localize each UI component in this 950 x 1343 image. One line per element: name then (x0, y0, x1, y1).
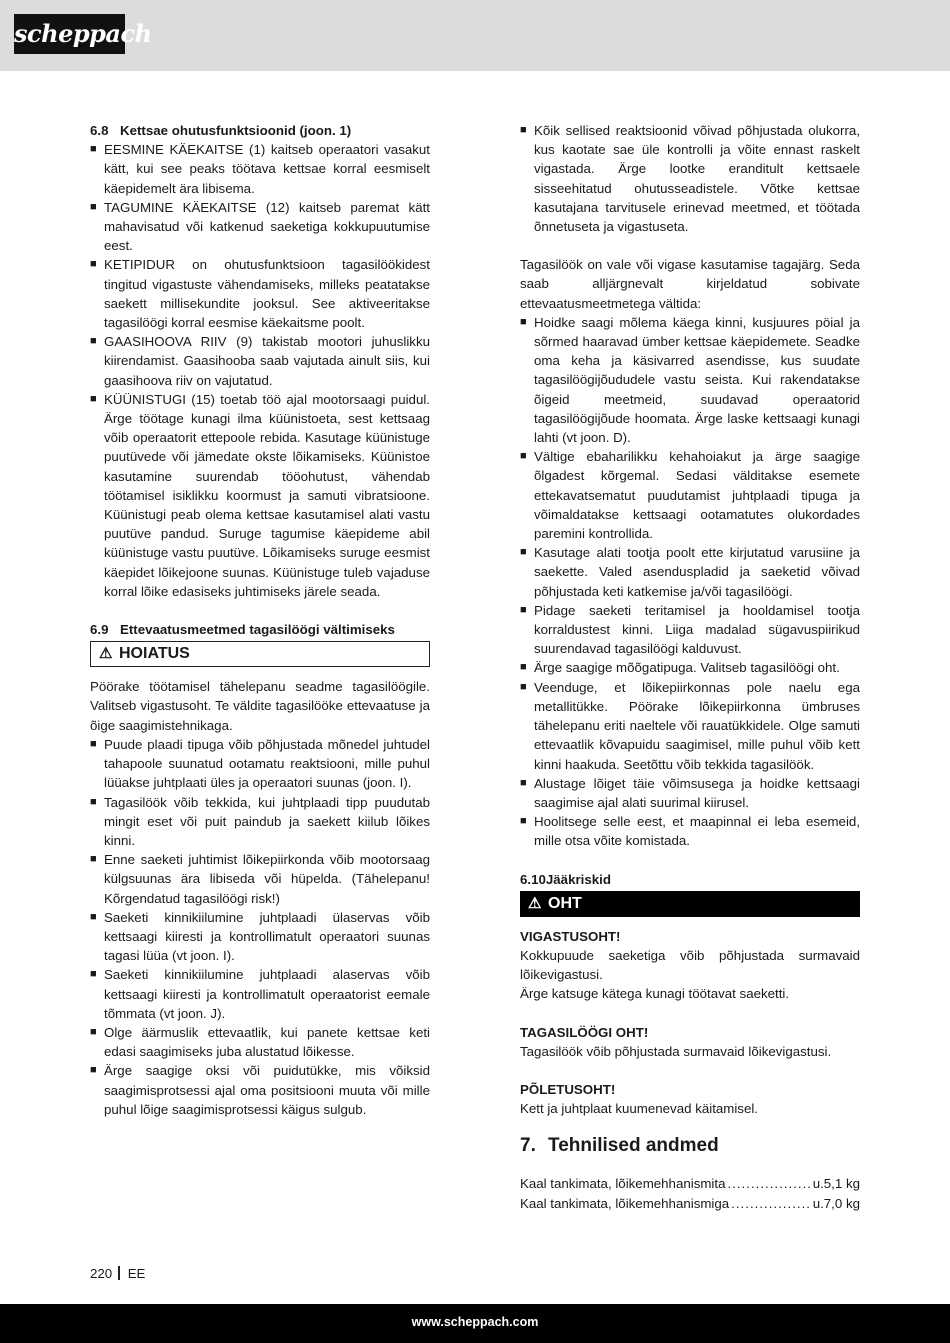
list-item: ■ Veenduge, et lõikepiirkonnas pole naelu ega metallitükke. Pöörake lõikepiirkonna ümbruses tähelepanu eriti naeltele või rauatükkidele. Olge samuti ettevaatlik kõvapuidu saagimisel, mille puhul võib kett kinni haakuda. Seetõttu võib tekkida tagasilöök. (520, 679, 860, 772)
risk-title: PÕLETUSOHT! (520, 1081, 616, 1097)
list-item: ■ Vältige ebaharilikku kehahoiakut ja ärge saagige õlgadest kõrgemal. Sedasi välditakse esemete ettekavatsematut puudutamist juhtplaadi tipuga ja võimaldatakse kettsaagi ootamatutes olukordades paremini kontrollida. (520, 449, 860, 542)
square-bullet-icon: ■ (90, 392, 97, 405)
risk-text: Tagasilöök võib põhjustada surmavaid lõikevigastusi. (520, 1043, 832, 1059)
risk-text: Kokkupuude saeketiga võib põhjustada surmavaid lõikevigastusi. (520, 947, 860, 983)
square-bullet-icon: ■ (90, 795, 97, 808)
square-bullet-icon: ■ (90, 910, 97, 923)
list-item: ■ Kõik sellised reaktsioonid võivad põhjustada olukorra, kus kaotate sae üle kontrolli ja võite ennast raskelt vigastada. Ärge lootke eranditult kettsaele sisseehitatud ohutusseadistele. Võtke kettsae kasutajana tarvitusele erinevad meetmed, et töötada õnnetuseta ja vigastuseta. (520, 123, 860, 235)
square-bullet-icon: ■ (90, 143, 97, 156)
square-bullet-icon: ■ (90, 1064, 97, 1077)
section-6-9-heading (90, 620, 430, 639)
section-title: Ettevaatusmeetmed tagasilöögi vältimiseks (120, 622, 395, 638)
divider (118, 1266, 120, 1280)
safety-features-list (90, 140, 430, 601)
square-bullet-icon: ■ (90, 853, 97, 866)
square-bullet-icon: ■ (520, 815, 527, 828)
warning-triangle-icon: ⚠ (528, 894, 542, 912)
spec-label: Kaal tankimata, lõikemehhanismiga (520, 1195, 730, 1211)
spec-value: u.7,0 kg (812, 1195, 860, 1211)
section-number: 7. (520, 1135, 536, 1157)
leader-dots (731, 1194, 811, 1213)
website-link[interactable]: www.scheppach.com (411, 1315, 539, 1329)
list-item: ■ TAGUMINE KÄEKAITSE (12) kaitseb paremat kätt mahavisatud või katkenud saeketiga kokkupuutumise eest. (90, 199, 430, 254)
section-number: 6.8 (90, 123, 109, 138)
square-bullet-icon: ■ (520, 680, 527, 693)
list-item: ■ Olge äärmuslik ettevaatlik, kui panete kettsae keti edasi saagimiseks juba alustatud lõikesse. (90, 1024, 430, 1060)
spec-label: Kaal tankimata, lõikemehhanismita (520, 1176, 726, 1192)
language-code: EE (127, 1266, 146, 1281)
list-item: ■ Saeketi kinnikiilumine juhtplaadi alaservas võib kettsaagi kiiresti ja kontrollimatult operaatorist eemale tõmmata (vt joon. J). (90, 967, 430, 1021)
list-item: ■ Ärge saagige oksi või puidutükke, mis võiksid saagimisprotsessi ajal oma positsiooni muuta või mille puhul lõige saagimisprotsessi käigus sulgub. (90, 1063, 430, 1117)
square-bullet-icon: ■ (520, 315, 527, 328)
kickback-list-continued (520, 121, 860, 236)
square-bullet-icon: ■ (90, 258, 97, 271)
list-item: ■ Hoolitsege selle eest, et maapinnal ei leba esemeid, mille otsa võite komistada. (520, 814, 860, 849)
page-footer-info (90, 1265, 145, 1283)
square-bullet-icon: ■ (520, 124, 527, 136)
section-number: 6.10 (520, 871, 546, 887)
kickback-consequence: Tagasilöök on vale või vigase kasutamise tagajärg. Seda saab alljärgnevalt kirjeldatud sobivate ettevaatusmeetmetega vältida: (520, 257, 860, 311)
section-6-8-heading (90, 121, 430, 140)
risk-injury (520, 927, 860, 1004)
list-item: ■ Saeketi kinnikiilumine juhtplaadi ülaservas võib kettsaagi kiiresti ja kontrollimatult operaatori suunas tagasi lüüa (vt joon. I). (90, 909, 430, 964)
risk-text: Kett ja juhtplaat kuumenevad käitamisel. (520, 1101, 759, 1117)
spec-row (520, 1194, 860, 1213)
list-item: ■ Ärge saagige mõõgatipuga. Valitseb tagasilöögi oht. (520, 658, 860, 677)
section-7-heading (520, 1134, 860, 1158)
square-bullet-icon: ■ (520, 661, 527, 674)
section-title: Jääkriskid (545, 871, 611, 887)
left-column (90, 121, 430, 1119)
page-number: 220 (90, 1266, 113, 1281)
list-item: ■ Enne saeketi juhtimist lõikepiirkonda võib mootorsaag külgsuunas ära libiseda või hüpelda. (Tähelepanu! Kõrgendatud tagasilöögi risk!) (90, 852, 430, 906)
square-bullet-icon: ■ (90, 335, 97, 348)
spec-value: u.5,1 kg (812, 1176, 860, 1192)
list-item: ■ Puude plaadi tipuga võib põhjustada mõnedel juhtudel tahapoole suunatud ootamatu reaktsiooni, mille puhul lüüakse juhtplaati üles ja operaatori suunas (joon. I). (90, 736, 430, 791)
risk-title: VIGASTUSOHT! (520, 928, 621, 944)
square-bullet-icon: ■ (90, 200, 97, 213)
warning-triangle-icon: ⚠ (99, 645, 113, 663)
list-item: ■ Kasutage alati tootja poolt ette kirjutatud varusiine ja saekette. Valed asenduspladid ja saeketid võivad põhjustada keti katkemise ja/või tagasilöögi. (520, 545, 860, 599)
kickback-list (90, 735, 430, 1119)
page-footer-bar (0, 1304, 950, 1343)
square-bullet-icon: ■ (90, 968, 97, 981)
precaution-measures-list (520, 313, 860, 851)
list-item: ■ Hoidke saagi mõlema käega kinni, kusjuures pöial ja sõrmed haaravad ümber kettsae käepidemete. Seadke oma keha ja käsivarred asendisse, kus suudate tagasilöögijõududele vastu seista. Kui rakendatakse õigeid meetmeid, suudavad operaatorid tagasilöögijõude hoomata. Ärge laske kettsaagi kunagi lahti (vt joon. D). (520, 314, 860, 446)
square-bullet-icon: ■ (90, 737, 97, 750)
square-bullet-icon: ■ (520, 603, 527, 616)
square-bullet-icon: ■ (520, 776, 527, 789)
list-item: ■ Pidage saeketi teritamisel ja hooldamisel tootja korraldustest kinni. Liiga madalad sügavuspiirikud suurendavad tagasilöögi kalduvust. (520, 602, 860, 657)
square-bullet-icon: ■ (90, 1025, 97, 1038)
risk-text: Ärge katsuge kätega kunagi töötavat saeketti. (520, 986, 790, 1002)
danger-label: OHT (548, 894, 582, 912)
square-bullet-icon: ■ (520, 450, 527, 463)
section-number: 6.9 (90, 622, 109, 638)
list-item: ■ EESMINE KÄEKAITSE (1) kaitseb operaatori vasakut kätt, kui see peaks töötava kettsae korral eesmiselt käepidemelt ära libisema. (90, 142, 430, 196)
square-bullet-icon: ■ (520, 546, 527, 559)
danger-box (520, 891, 860, 917)
section-title: Tehnilised andmed (548, 1135, 719, 1157)
leader-dots (727, 1174, 810, 1193)
section-6-10-heading (520, 870, 860, 889)
list-item: ■ Tagasilöök võib tekkida, kui juhtplaadi tipp puudutab mingit eset või puit paindub ja saekett kiilub lõikes kinni. (90, 794, 430, 848)
list-item: ■ GAASIHOOVA RIIV (9) takistab mootori juhuslikku kiirendamist. Gaasihooba saab vajutada ainult siis, kui gaasihoova riiv on vajutatud. (90, 334, 430, 388)
warning-box (90, 641, 430, 667)
page-header (0, 0, 950, 71)
list-item: ■ KÜÜNISTUGI (15) toetab töö ajal mootorsaagi puidul. Ärge töötage kunagi ilma küünistoeta, sest kettsaag võib operaatorit ettepoole rebida. Kasutage küünistuge puutüvede või jämedate okste lõikamiseks. Küünistoe kasutamine suurendab tööohutust, vähendab töötamisel isiklikku koormust ja samuti vibratsioone. Küünistugi peab olema kettsae kasutamisel alati vastu puutüve pandud. Suruge tagumise käepideme abil küünistuge vastu puutüve. Lõikamiseks suruge eesmist käepidet lõikejoone suunas. Küünistuge tuleb vajaduse korral lõike edasiseks juhtimiseks järele seada. (90, 391, 430, 599)
list-item: ■ KETIPIDUR on ohutusfunktsioon tagasilöökidest tingitud vigastuste vähendamiseks, milleks peatatakse saekett millisekundite jooksul. See aktiveeritakse tagasilöögi korral eesmise käekaitsme poolt. (90, 257, 430, 331)
list-item: ■ Alustage lõiget täie võimsusega ja hoidke kettsaagi saagimise ajal alati suurimal kiirusel. (520, 775, 860, 810)
spec-row (520, 1174, 860, 1193)
right-column (520, 121, 860, 1213)
brand-logo: scheppach (14, 14, 125, 54)
risk-burn (520, 1080, 860, 1118)
warning-label: HOIATUS (119, 645, 190, 663)
kickback-intro: Pöörake töötamisel tähelepanu seadme tagasilöögile. Valitseb vigastusoht. Te väldite tagasilööke ettevaatuse ja õige saagimistehnikaga. (90, 679, 430, 733)
risk-kickback (520, 1023, 860, 1061)
risk-title: TAGASILÖÖGI OHT! (520, 1024, 649, 1040)
section-title: Kettsae ohutusfunktsioonid (joon. 1) (120, 123, 352, 138)
